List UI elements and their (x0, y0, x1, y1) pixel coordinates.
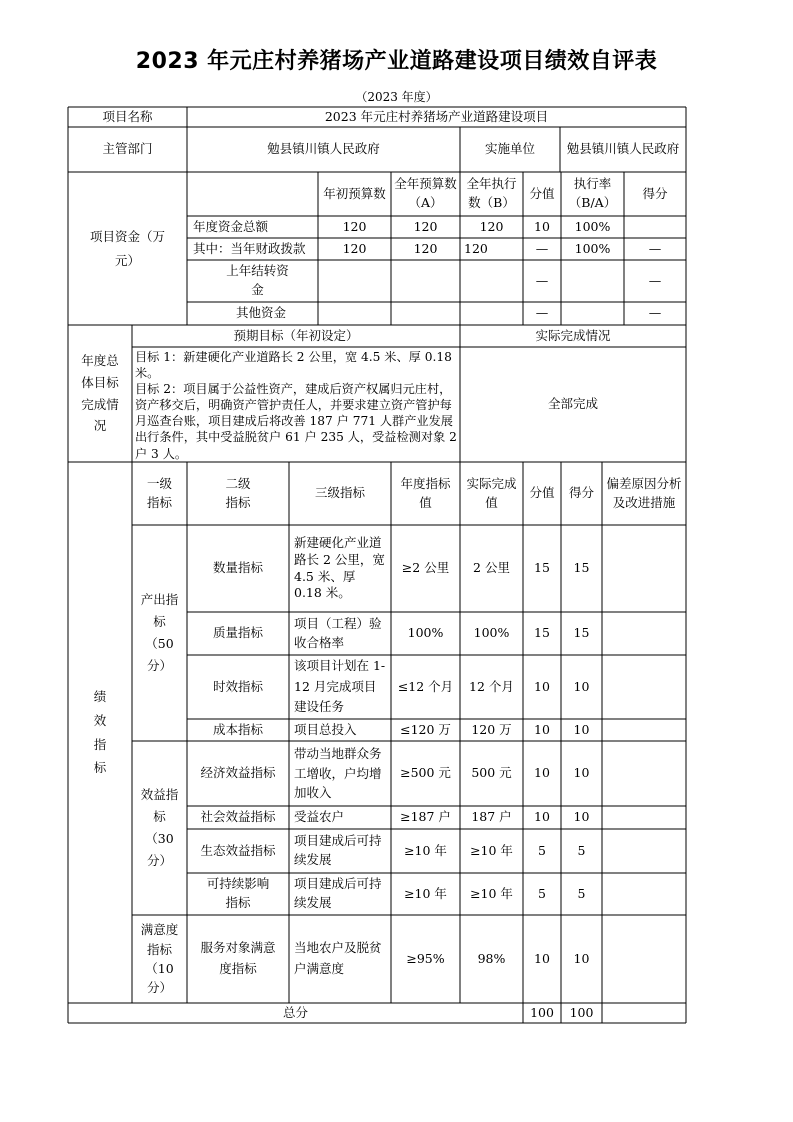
perf-l2: 质量指标 (212, 625, 263, 641)
perf-got: 10 (573, 721, 590, 737)
perf-header: 年度指标值 (400, 475, 451, 510)
funds-cell: 120 (342, 240, 367, 256)
funds-cell (391, 302, 460, 325)
perf-header: 一级指标 (146, 475, 172, 510)
goals-label: 年度总体目标完成情况 (81, 352, 119, 434)
total-score: 100 (530, 1004, 554, 1020)
perf-l2: 数量指标 (212, 560, 263, 576)
perf-got: 5 (577, 842, 586, 858)
perf-score: 10 (534, 950, 550, 966)
funds-cell: 120 (479, 218, 504, 234)
funds-cell: — (535, 272, 549, 288)
funds-row-name: 其他资金 (235, 305, 286, 321)
perf-score: 10 (534, 765, 550, 781)
funds-header: 得分 (642, 185, 668, 201)
perf-l2: 服务对象满意度指标 (200, 940, 276, 976)
funds-header: 全年预算数（A） (394, 176, 457, 210)
funds-cell: 120 (413, 218, 438, 234)
funds-cell: — (648, 240, 662, 256)
page-title: 2023 年元庄村养猪场产业道路建设项目绩效自评表 (135, 49, 658, 74)
perf-label: 绩效指标 (93, 689, 107, 776)
impl-label: 实施单位 (484, 141, 535, 157)
perf-l3: 新建硬化产业道路长 2 公里，宽 4.5 米、厚 0.18 米。 (294, 534, 385, 601)
perf-got: 5 (577, 885, 586, 901)
perf-actual: ≥10 年 (470, 842, 513, 858)
perf-l3: 项目建成后可持续发展 (294, 876, 382, 910)
perf-score: 15 (534, 625, 550, 641)
perf-score: 10 (534, 678, 550, 694)
perf-actual: 98% (477, 950, 506, 966)
goals-plan-header: 预期目标（年初设定） (233, 327, 359, 343)
funds-cell (318, 260, 391, 302)
perf-actual: 2 公里 (473, 560, 510, 576)
perf-got: 15 (573, 560, 590, 576)
funds-cell (391, 260, 460, 302)
perf-score: 5 (538, 885, 546, 901)
impl-value: 勉县镇川镇人民政府 (566, 141, 680, 157)
funds-cell (561, 302, 624, 325)
perf-header: 偏差原因分析及改进措施 (606, 475, 682, 510)
funds-row-name: 年度资金总额 (193, 218, 269, 234)
funds-cell: — (535, 305, 549, 321)
perf-actual: 187 户 (471, 809, 512, 825)
funds-cell: 120 (342, 218, 367, 234)
funds-header: 年初预算数 (323, 185, 386, 201)
perf-got: 10 (573, 950, 590, 966)
funds-row-name: 其中：当年财政拨款 (193, 240, 306, 256)
perf-actual: 100% (473, 625, 510, 641)
project-name: 2023 年元庄村养猪场产业道路建设项目 (324, 108, 549, 124)
perf-actual: 12 个月 (469, 678, 514, 694)
perf-l2: 经济效益指标 (200, 765, 276, 781)
perf-l3: 当地农户及脱贫户满意度 (294, 940, 382, 976)
perf-group-name: 产出指标（50分） (140, 592, 179, 673)
perf-score: 10 (534, 809, 550, 825)
funds-cell: 100% (574, 218, 611, 234)
funds-cell: — (648, 305, 662, 321)
funds-cell: 10 (534, 218, 550, 234)
perf-target: ≤12 个月 (397, 678, 454, 694)
perf-target: ≥10 年 (404, 842, 447, 858)
perf-target: 100% (407, 625, 444, 641)
perf-score: 15 (534, 560, 550, 576)
perf-got: 10 (573, 809, 590, 825)
funds-header: 分值 (529, 185, 555, 201)
funds-header: 全年执行数（B） (466, 176, 517, 210)
perf-target: ≤120 万 (400, 721, 451, 737)
perf-group-name: 效益指标（30分） (140, 787, 179, 868)
perf-l2: 生态效益指标 (200, 842, 276, 858)
perf-actual: 500 元 (471, 765, 512, 781)
perf-target: ≥10 年 (404, 885, 447, 901)
perf-l2: 时效指标 (212, 678, 263, 694)
perf-actual: ≥10 年 (470, 885, 513, 901)
perf-target: ≥2 公里 (401, 560, 450, 576)
goals-actual-text: 全部完成 (547, 396, 598, 412)
funds-cell (561, 260, 624, 302)
perf-l3: 该项目计划在 1-12 月完成项目建设任务 (294, 658, 386, 715)
funds-cell: 120 (464, 240, 488, 256)
perf-l2: 成本指标 (212, 721, 263, 737)
perf-got: 10 (573, 765, 590, 781)
perf-actual: 120 万 (471, 721, 512, 737)
perf-header: 二级指标 (225, 475, 251, 510)
perf-l3: 项目总投入 (294, 721, 357, 737)
funds-label: 项目资金（万元） (89, 228, 165, 268)
funds-cell (460, 302, 523, 325)
perf-header: 实际完成值 (466, 475, 517, 510)
dept-label: 主管部门 (102, 141, 153, 157)
perf-l3: 项目（工程）验收合格率 (294, 615, 382, 650)
perf-target: ≥500 元 (400, 765, 451, 781)
perf-l3: 受益农户 (294, 809, 345, 825)
year-label: （2023 年度） (355, 90, 438, 104)
perf-got: 10 (573, 678, 590, 694)
funds-cell (318, 302, 391, 325)
perf-got: 15 (573, 625, 590, 641)
perf-l3: 带动当地群众务工增收，户均增加收入 (294, 746, 382, 801)
funds-row-name: 上年结转资金 (226, 263, 289, 297)
perf-group-name: 满意度指标（10分） (140, 922, 179, 996)
goals-actual-header: 实际完成情况 (535, 327, 611, 343)
total-got: 100 (569, 1004, 594, 1020)
perf-l3: 项目建成后可持续发展 (294, 833, 382, 867)
perf-header: 得分 (568, 485, 594, 501)
dept-value: 勉县镇川镇人民政府 (267, 141, 380, 157)
funds-cell: — (648, 272, 662, 288)
perf-l2: 社会效益指标 (200, 809, 276, 825)
perf-target: ≥187 户 (400, 809, 451, 825)
funds-cell: — (535, 240, 549, 256)
total-label: 总分 (282, 1004, 308, 1020)
funds-cell (460, 260, 523, 302)
perf-score: 10 (534, 721, 550, 737)
perf-score: 5 (538, 842, 546, 858)
project-name-label: 项目名称 (102, 108, 153, 124)
funds-cell: 100% (574, 240, 611, 256)
goals-plan-text: 目标 1：新建硬化产业道路长 2 公里，宽 4.5 米、厚 0.18 米。 目标 2：项目属于公益性资产，建成后资产权属归元庄村，资产移交后，明确资产管护责任人，并要求建立资产管护每月巡查台账，项目建成后将改善 187 户 771 人群产业发展出行条件，其中受益脱贫户 61 户 235 人，受益检测对象 2 户 3 人。 (135, 350, 457, 461)
funds-cell: 120 (413, 240, 438, 256)
perf-header: 分值 (529, 485, 555, 501)
perf-header: 三级指标 (314, 485, 365, 501)
perf-target: ≥95% (406, 950, 445, 966)
funds-header: 执行率（B/A） (568, 176, 617, 210)
perf-l2: 可持续影响指标 (206, 876, 270, 910)
funds-cell (624, 216, 686, 238)
